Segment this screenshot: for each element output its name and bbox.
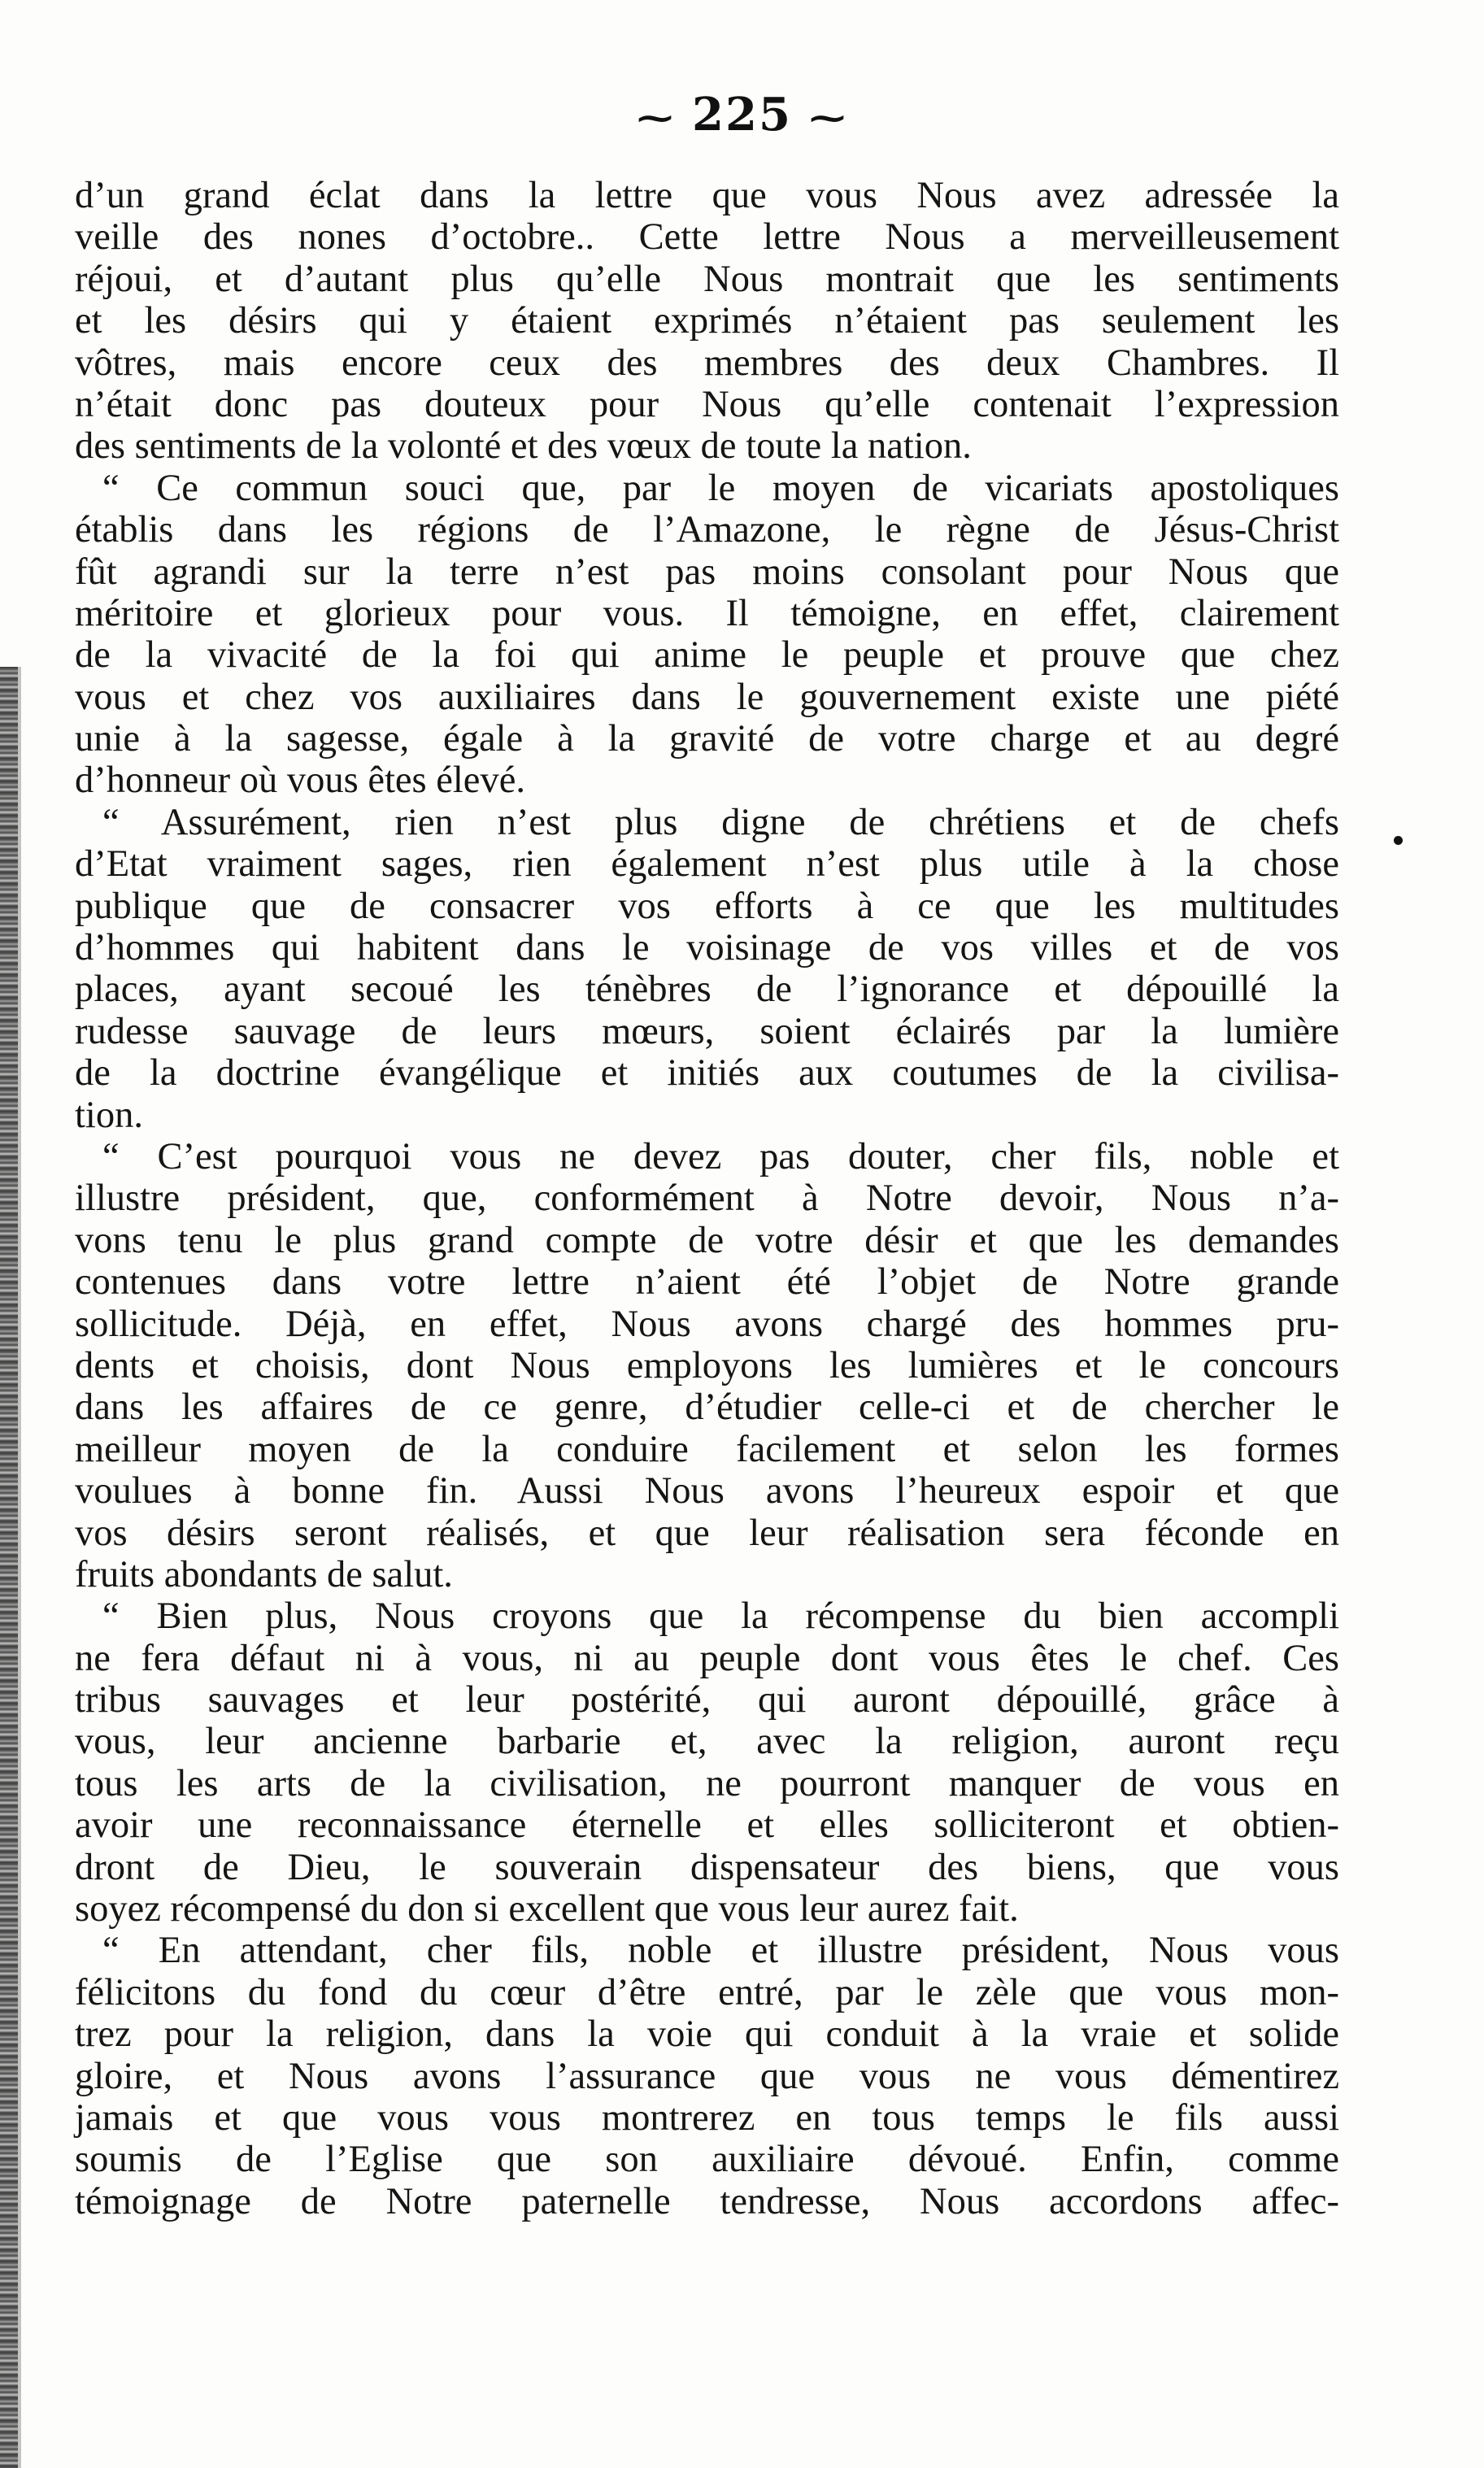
page-number: 225 [692, 88, 792, 141]
text-line: trez pour la religion, dans la voie qui conduit à la vraie et solide [75, 2013, 1339, 2056]
text-line: veille des nones d’octobre.. Cette lettre Nous a merveilleusement [75, 216, 1339, 259]
text-line: illustre président, que, conformément à Notre devoir, Nous n’a- [75, 1177, 1339, 1220]
book-spine-edge [0, 667, 18, 2468]
text-line: méritoire et glorieux pour vous. Il témoigne, en effet, clairement [75, 592, 1339, 634]
text-line: meilleur moyen de la conduire facilement et selon les formes [75, 1428, 1339, 1470]
text-line: soyez récompensé du don si excellent que vous leur aurez fait. [75, 1888, 1019, 1930]
text-line: “ Assurément, rien n’est plus digne de chrétiens et de chefs [102, 801, 1339, 843]
text-line: établis dans les régions de l’Amazone, le règne de Jésus-Christ [75, 509, 1339, 551]
text-line: contenues dans votre lettre n’aient été l’objet de Notre grande [75, 1261, 1339, 1304]
text-line: vos désirs seront réalisés, et que leur réalisation sera féconde en [75, 1512, 1339, 1554]
text-line: voulues à bonne fin. Aussi Nous avons l’heureux espoir et que [75, 1470, 1339, 1513]
text-line: tribus sauvages et leur postérité, qui auront dépouillé, grâce à [75, 1679, 1339, 1722]
text-line: soumis de l’Eglise que son auxiliaire dévoué. Enfin, comme [75, 2139, 1339, 2181]
ink-spot [1394, 836, 1403, 845]
text-line: unie à la sagesse, égale à la gravité de votre charge et au degré [75, 718, 1339, 760]
text-line: vous et chez vos auxiliaires dans le gouvernement existe une piété [75, 676, 1339, 718]
text-line: dans les affaires de ce genre, d’étudier celle-ci et de chercher le [75, 1386, 1339, 1429]
text-line: dents et choisis, dont Nous employons les lumières et le concours [75, 1344, 1339, 1386]
text-line: tous les arts de la civilisation, ne pourront manquer de vous en [75, 1762, 1339, 1804]
page-header [0, 88, 1484, 141]
left-ornament-icon: ⁓ [637, 97, 675, 139]
text-line: places, ayant secoué les ténèbres de l’ignorance et dépouillé la [75, 968, 1339, 1011]
text-line: “ Bien plus, Nous croyons que la récompense du bien accompli [102, 1595, 1339, 1638]
text-line: “ C’est pourquoi vous ne devez pas douter, cher fils, noble et [102, 1135, 1339, 1177]
text-line: vôtres, mais encore ceux des membres des deux Chambres. Il [75, 342, 1339, 384]
text-line: fût agrandi sur la terre n’est pas moins consolant pour Nous que [75, 551, 1339, 593]
right-ornament-icon: ⁓ [809, 97, 847, 139]
text-line: gloire, et Nous avons l’assurance que vous ne vous démentirez [75, 2055, 1339, 2097]
text-line: rudesse sauvage de leurs mœurs, soient éclairés par la lumière [75, 1010, 1339, 1052]
text-line: des sentiments de la volonté et des vœux de toute la nation. [75, 425, 972, 468]
text-line: de la vivacité de la foi qui anime le peuple et prouve que chez [75, 634, 1339, 677]
text-line: témoignage de Notre paternelle tendresse, Nous accordons affec- [75, 2180, 1339, 2222]
text-line: avoir une reconnaissance éternelle et elles solliciteront et obtien- [75, 1804, 1339, 1847]
text-line: vous, leur ancienne barbarie et, avec la religion, auront reçu [75, 1721, 1339, 1763]
text-line: d’honneur où vous êtes élevé. [75, 760, 525, 802]
text-line: réjoui, et d’autant plus qu’elle Nous montrait que les sentiments [75, 258, 1339, 300]
text-line: n’était donc pas douteux pour Nous qu’elle contenait l’expression [75, 383, 1339, 425]
text-line: de la doctrine évangélique et initiés aux coutumes de la civilisa- [75, 1052, 1339, 1095]
body-text [75, 175, 1339, 2222]
text-line: dront de Dieu, le souverain dispensateur des biens, que vous [75, 1846, 1339, 1888]
text-line: ne fera défaut ni à vous, ni au peuple dont vous êtes le chef. Ces [75, 1637, 1339, 1679]
text-line: tion. [75, 1094, 143, 1136]
text-line: fruits abondants de salut. [75, 1553, 453, 1595]
text-line: sollicitude. Déjà, en effet, Nous avons chargé des hommes pru- [75, 1303, 1339, 1345]
text-line: d’hommes qui habitent dans le voisinage de vos villes et de vos [75, 927, 1339, 969]
text-line: “ En attendant, cher fils, noble et illustre président, Nous vous [102, 1930, 1339, 1972]
text-line: publique que de consacrer vos efforts à ce que les multitudes [75, 885, 1339, 927]
text-line: et les désirs qui y étaient exprimés n’étaient pas seulement les [75, 300, 1339, 342]
text-line: jamais et que vous vous montrerez en tous temps le fils aussi [75, 2096, 1339, 2139]
text-line: vons tenu le plus grand compte de votre désir et que les demandes [75, 1219, 1339, 1261]
text-line: d’Etat vraiment sages, rien également n’est plus utile à la chose [75, 843, 1339, 886]
text-line: félicitons du fond du cœur d’être entré, par le zèle que vous mon- [75, 1971, 1339, 2013]
text-line: d’un grand éclat dans la lettre que vous Nous avez adressée la [75, 175, 1339, 216]
text-line: “ Ce commun souci que, par le moyen de vicariats apostoliques [102, 467, 1339, 509]
spine-shadow [18, 667, 21, 2468]
